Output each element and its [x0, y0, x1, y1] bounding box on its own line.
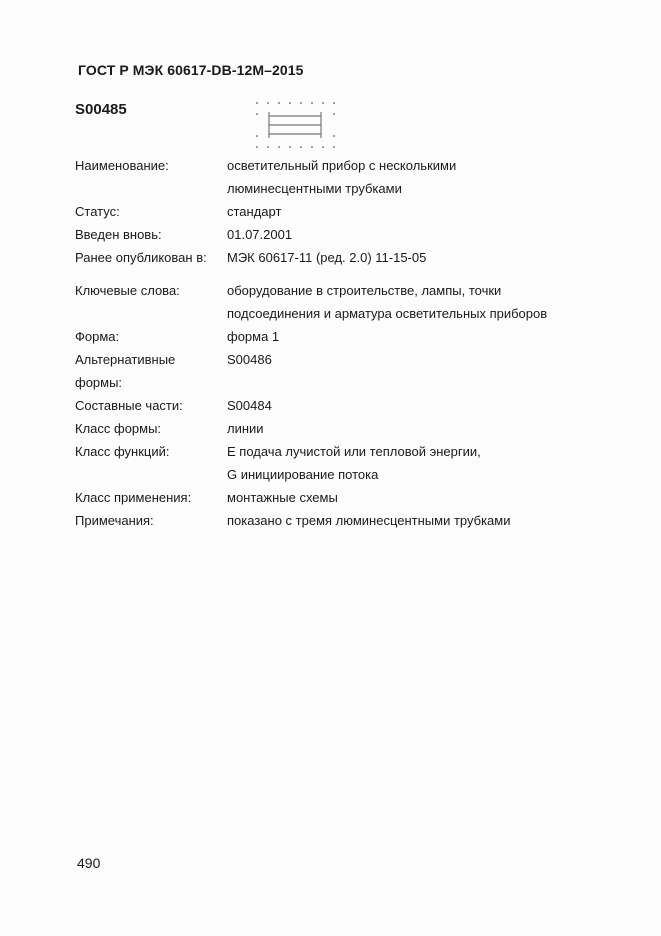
field-row-previously-published [75, 246, 595, 269]
field-row-notes [75, 509, 595, 532]
field-value: E подача лучистой или тепловой энергии, G инициирование потока [227, 444, 481, 482]
field-label: Класс применения: [75, 490, 192, 505]
field-label: Форма: [75, 329, 120, 344]
field-value: форма 1 [227, 329, 280, 344]
field-value: 01.07.2001 [227, 227, 293, 242]
field-row-components [75, 394, 595, 417]
field-label: Примечания: [75, 513, 154, 528]
field-value: линии [227, 421, 264, 436]
field-row-name [75, 154, 595, 200]
field-value: S00486 [227, 352, 272, 367]
field-row-form-class [75, 417, 595, 440]
field-label: Класс формы: [75, 421, 162, 436]
document-header: ГОСТ Р МЭК 60617-DB-12M–2015 [78, 62, 304, 78]
field-label: Класс функций: [75, 444, 170, 459]
attribute-table [75, 154, 595, 532]
field-row-application-class [75, 486, 595, 509]
field-value: оборудование в строительстве, лампы, точки подсоединения и арматура осветительных приборов [227, 283, 548, 321]
field-label: Составные части: [75, 398, 183, 413]
field-value: МЭК 60617-11 (ред. 2.0) 11-15-05 [227, 250, 427, 265]
field-row-alternative-forms [75, 348, 595, 394]
field-row-form [75, 325, 595, 348]
field-row-status [75, 200, 595, 223]
field-label: Наименование: [75, 158, 169, 173]
field-label: Ключевые слова: [75, 283, 180, 298]
field-value: S00484 [227, 398, 272, 413]
field-row-function-class [75, 440, 595, 486]
field-row-keywords [75, 279, 595, 325]
field-label: Введен вновь: [75, 227, 162, 242]
fluorescent-luminaire-symbol-icon [250, 96, 345, 154]
page-number: 490 [77, 855, 101, 871]
field-row-introduced [75, 223, 595, 246]
field-label: Ранее опубликован в: [75, 250, 207, 265]
field-value: монтажные схемы [227, 490, 338, 505]
field-label: Альтернативные формы: [75, 352, 176, 390]
field-value: стандарт [227, 204, 282, 219]
field-label: Статус: [75, 204, 120, 219]
symbol-code: S00485 [75, 101, 127, 118]
field-value: показано с тремя люминесцентными трубками [227, 513, 511, 528]
field-value: осветительный прибор с несколькими люминесцентными трубками [227, 158, 457, 196]
